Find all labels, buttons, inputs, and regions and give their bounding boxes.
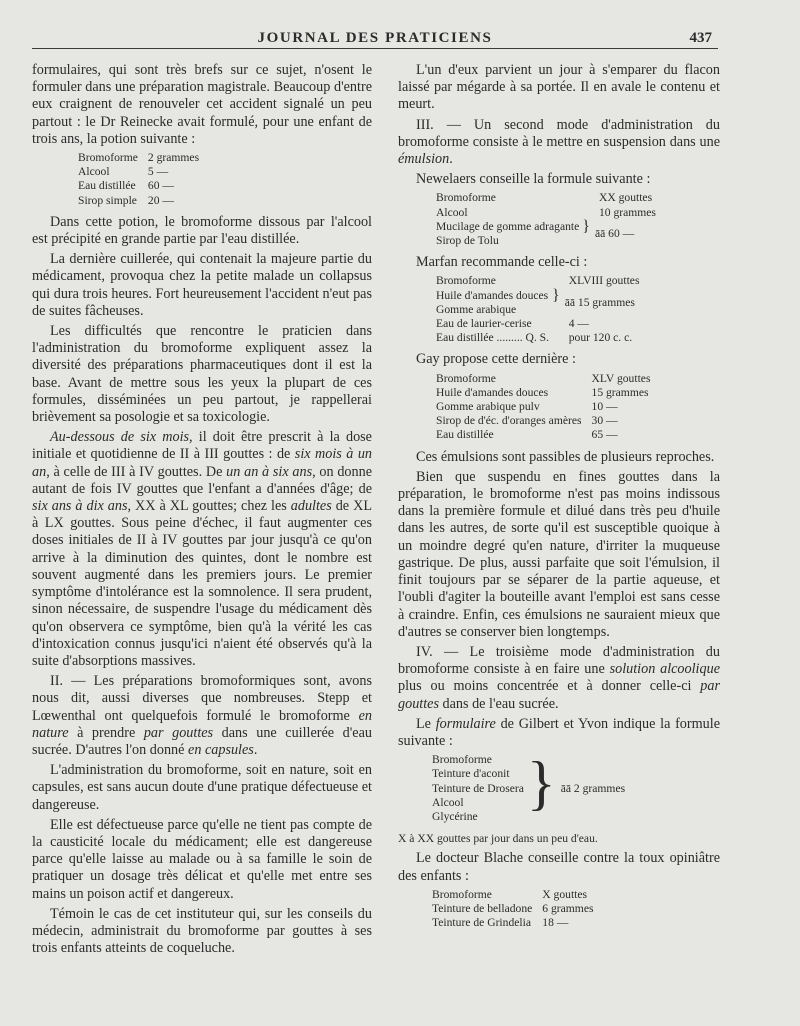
- italic-text: émulsion: [398, 151, 450, 168]
- ingredient-name: Glycérine: [432, 809, 478, 823]
- ingredient-name: Teinture de Grindelia: [432, 916, 531, 930]
- paragraph: Bien que suspendu en fines gouttes dans la préparation, le bromoforme n'est pas moins indissous dans la première formule et dilué dans très peu d'huile dans les autres, de sorte qu'il est susceptible quoique à un moindre degré qu'en nature, d'irriter la muqueuse gastrique. De plus, aussi parfaite que soit l'émulsion, il finit toujours par se séparer de la partie aqueuse, et l'oubli d'agiter la bouteille avant l'emploi est sans cesse à craindre. Enfin, ces émulsions ne sauraient mieux que d'autres se conserver bien longtemps.: [398, 468, 720, 640]
- ingredient-name: Huile d'amandes douces: [436, 288, 549, 302]
- italic-text: par gouttes: [143, 724, 214, 741]
- recipe-row: [430, 916, 595, 930]
- ingredient-name: Bromoforme: [432, 887, 492, 901]
- left-column: [32, 62, 372, 960]
- ingredient-name: Sirop simple: [78, 193, 137, 207]
- page-header: [32, 26, 718, 49]
- recipe-row: [434, 274, 641, 288]
- brace: }: [582, 217, 590, 235]
- ingredient-name: Eau de laurier-cerise: [436, 317, 532, 331]
- ingredient-quantity: āā 15 grammes: [564, 295, 635, 309]
- recipe-row: [430, 753, 627, 767]
- ingredient-quantity: XX gouttes: [598, 191, 653, 205]
- ingredient-name: Sirop de Tolu: [436, 234, 499, 248]
- paragraph-section-iii: [398, 117, 720, 169]
- recipe-row: [434, 331, 641, 345]
- ingredient-name: Alcool: [436, 205, 468, 219]
- ingredient-name: Bromoforme: [78, 151, 138, 165]
- italic-text: un an à six ans: [226, 463, 313, 480]
- recipe-blache: [430, 888, 595, 931]
- recipe-row: [434, 372, 652, 386]
- ingredient-name: Eau distillée: [436, 428, 494, 442]
- ingredient-quantity: XLVIII gouttes: [568, 274, 640, 288]
- recipe-gilbert-yvon: [430, 750, 627, 824]
- paragraph: Les difficultés que rencontre le praticien dans l'administration du bromoforme expliquent assez la diversité des préparations pharmaceutiques dont il est la base. Avant de mettre sous les yeux la plupart de ces formules, disséminées un peu partout, je rappellerai brièvement sa posologie et sa toxicologie.: [32, 323, 372, 426]
- ingredient-name: Alcool: [432, 795, 464, 809]
- paragraph-section-iv: [398, 644, 720, 713]
- ingredient-quantity: āā 60 —: [594, 226, 635, 240]
- text-run: Le: [416, 715, 436, 732]
- text-run: III. — Un second mode d'administration du bromoforme consiste à le mettre en suspension dans une: [398, 116, 720, 150]
- italic-text: solution alcoolique: [609, 661, 720, 678]
- recipe-marfan: [434, 274, 641, 345]
- text-run: .: [449, 151, 453, 168]
- paragraph: Marfan recommande celle-ci :: [416, 254, 588, 271]
- ingredient-name: Teinture de Drosera: [432, 781, 524, 795]
- recipe-row: [430, 902, 595, 916]
- paragraph: formulaires, qui sont très brefs sur ce sujet, n'osent le formuler dans une préparation magistrale. Beaucoup d'entre eux craignent de renouveler cet accident signalé un peu partout : le Dr Reinecke avait formulé, pour une enfant de trois ans, la potion suivante :: [32, 62, 372, 147]
- ingredient-quantity: 18 —: [542, 916, 569, 930]
- italic-text: six mois à un an: [32, 446, 373, 480]
- ingredient-quantity: 10 grammes: [598, 205, 656, 219]
- journal-title: JOURNAL DES PRATICIENS: [257, 30, 493, 46]
- ingredient-quantity: pour 120 c. c.: [568, 331, 633, 345]
- paragraph: Ces émulsions sont passibles de plusieurs reproches.: [416, 448, 715, 465]
- ingredient-quantity: X gouttes: [542, 887, 588, 901]
- recipe-reinecke: [76, 151, 201, 208]
- recipe-row: [434, 428, 652, 442]
- recipe-row: [434, 317, 641, 331]
- recipe-row: [434, 414, 652, 428]
- paragraph: La dernière cuillerée, qui contenait la majeure partie du médicament, provoqua chez la petite malade un collapsus qui dura trois heures. Fort heureusement l'accident n'eut pas de suites fâcheuses.: [32, 251, 372, 319]
- ingredient-quantity: 10 —: [591, 400, 618, 414]
- ingredient-name: Teinture d'aconit: [432, 767, 510, 781]
- recipe-row: [76, 194, 201, 208]
- ingredient-name: Bromoforme: [436, 191, 496, 205]
- text-run: II. — Les préparations bromoformiques sont, avons nous dit, aussi diverses que nombreuses. Stepp et Lœwenthal ont quelquefois formulé le bromoforme: [32, 673, 372, 724]
- ingredient-name: Gomme arabique: [436, 302, 517, 316]
- recipe-row: [434, 220, 658, 234]
- italic-text: en capsules: [188, 741, 254, 758]
- ingredient-quantity: 30 —: [591, 414, 618, 428]
- ingredient-name: Mucilage de gomme adragante: [436, 219, 580, 233]
- ingredient-name: Teinture de belladone: [432, 901, 533, 915]
- brace: }: [526, 750, 556, 817]
- recipe-row: [434, 206, 658, 220]
- italic-text: formulaire: [435, 715, 496, 732]
- right-column: [398, 62, 720, 936]
- recipe-row: [434, 191, 658, 205]
- paragraph: Gay propose cette dernière :: [416, 351, 576, 368]
- ingredient-name: Alcool: [78, 165, 110, 179]
- recipe-row: [434, 289, 641, 303]
- ingredient-quantity: XLV gouttes: [591, 371, 651, 385]
- brace: }: [552, 286, 560, 304]
- text-run: , on donne autant de fois IV gouttes que l'enfant a d'années d'âge; de: [32, 463, 372, 497]
- ingredient-name: Bromoforme: [436, 371, 496, 385]
- ingredient-quantity: āā 2 grammes: [560, 781, 626, 795]
- paragraph: Dans cette potion, le bromoforme dissous par l'alcool est précipité en grande partie par l'eau distillée.: [32, 213, 372, 248]
- ingredient-quantity: 4 —: [568, 317, 590, 331]
- text-run: de XL à LX gouttes. Sous peine d'échec, il faut augmenter ces doses initiales de II à IV gouttes par jour jusqu'à ce qu'on arrive à la diminution des quintes, dont le nombre est souvent augmenté dans les premiers jours. Le premier symptôme d'intolérance est la somnolence. Il sera prudent, sinon nécessaire, de suspendre l'usage du médicament dès qu'on observera ce symptôme, bien qu'à la vérité les cas d'intoxication connus jusqu'ici n'aient été observés qu'à la suite d'absorptions massives.: [32, 498, 372, 669]
- recipe-row: [430, 888, 595, 902]
- dosage-note: X à XX gouttes par jour dans un peu d'eau.: [398, 832, 598, 846]
- page-number: 437: [689, 30, 712, 46]
- ingredient-quantity: 5 —: [147, 165, 169, 179]
- ingredient-name: Eau distillée ......... Q. S.: [436, 331, 550, 345]
- text-run: IV. — Le troisième mode d'administration du bromoforme consiste à en faire une: [398, 643, 720, 678]
- text-run: plus ou moins concentrée et à donner celle-ci: [398, 678, 701, 695]
- italic-text: Au-dessous de six mois: [50, 429, 190, 446]
- ingredient-quantity: 6 grammes: [542, 901, 594, 915]
- text-run: dans une cuillerée d'eau sucrée. D'autres l'on donné: [32, 724, 372, 758]
- ingredient-name: Eau distillée: [78, 179, 136, 193]
- recipe-row: [76, 165, 201, 179]
- paragraph: Le docteur Blache conseille contre la toux opiniâtre des enfants :: [398, 850, 720, 884]
- recipe-row: [434, 400, 652, 414]
- recipe-row: [76, 151, 201, 165]
- text-run: , il doit être prescrit à la dose initiale et quotidienne de II à III gouttes : de: [32, 429, 372, 463]
- text-run: .: [253, 741, 258, 758]
- recipe-newelaers: [434, 191, 658, 248]
- ingredient-name: Gomme arabique pulv: [436, 400, 540, 414]
- recipe-row: [434, 386, 652, 400]
- ingredient-name: Bromoforme: [436, 274, 496, 288]
- ingredient-name: Sirop de d'éc. d'oranges amères: [436, 414, 582, 428]
- text-run: de Gilbert et Yvon indique la formule suivante :: [398, 715, 720, 749]
- ingredient-name: Huile d'amandes douces: [436, 385, 549, 399]
- ingredient-name: Bromoforme: [432, 753, 492, 767]
- ingredient-quantity: 20 —: [147, 193, 174, 207]
- paragraph-posologie: [32, 429, 372, 670]
- paragraph: L'un d'eux parvient un jour à s'emparer du flacon laissé par mégarde à sa portée. Il en avale le contenu et meurt.: [398, 62, 720, 113]
- ingredient-quantity: 65 —: [591, 428, 618, 442]
- ingredient-quantity: 2 grammes: [147, 151, 200, 165]
- text-run: , XX à XL gouttes; chez les: [127, 498, 291, 515]
- recipe-row: [76, 179, 201, 193]
- ingredient-quantity: 15 grammes: [591, 385, 649, 399]
- ingredient-quantity: 60 —: [147, 179, 174, 193]
- paragraph: L'administration du bromoforme, soit en nature, soit en capsules, est sans aucun doute d'une pratique défectueuse et dangereuse.: [32, 762, 372, 813]
- text-run: à prendre: [68, 724, 144, 741]
- paragraph: Newelaers conseille la formule suivante :: [416, 171, 651, 188]
- paragraph: Témoin le cas de cet instituteur qui, sur les conseils du médecin, administrait du bromoforme par gouttes à ses trois enfants atteints de coqueluche.: [32, 905, 372, 957]
- paragraph-section-ii: [32, 673, 372, 759]
- paragraph: Elle est défectueuse parce qu'elle ne tient pas compte de la causticité locale du médicament; elle est dangereuse parce qu'elle laisse au malade ou à sa famille le soin de pratiquer un dosage très délicat et qu'elle met entre ses mains un poison actif et dangereux.: [32, 816, 372, 902]
- text-run: dans de l'eau sucrée.: [438, 695, 559, 712]
- italic-text: par gouttes: [398, 678, 720, 712]
- text-run: , à celle de III à IV gouttes. De: [46, 463, 227, 480]
- recipe-gay: [434, 372, 652, 443]
- italic-text: adultes: [290, 498, 332, 515]
- italic-text: six ans à dix ans: [32, 498, 128, 515]
- paragraph: [398, 716, 720, 750]
- italic-text: en nature: [32, 707, 372, 741]
